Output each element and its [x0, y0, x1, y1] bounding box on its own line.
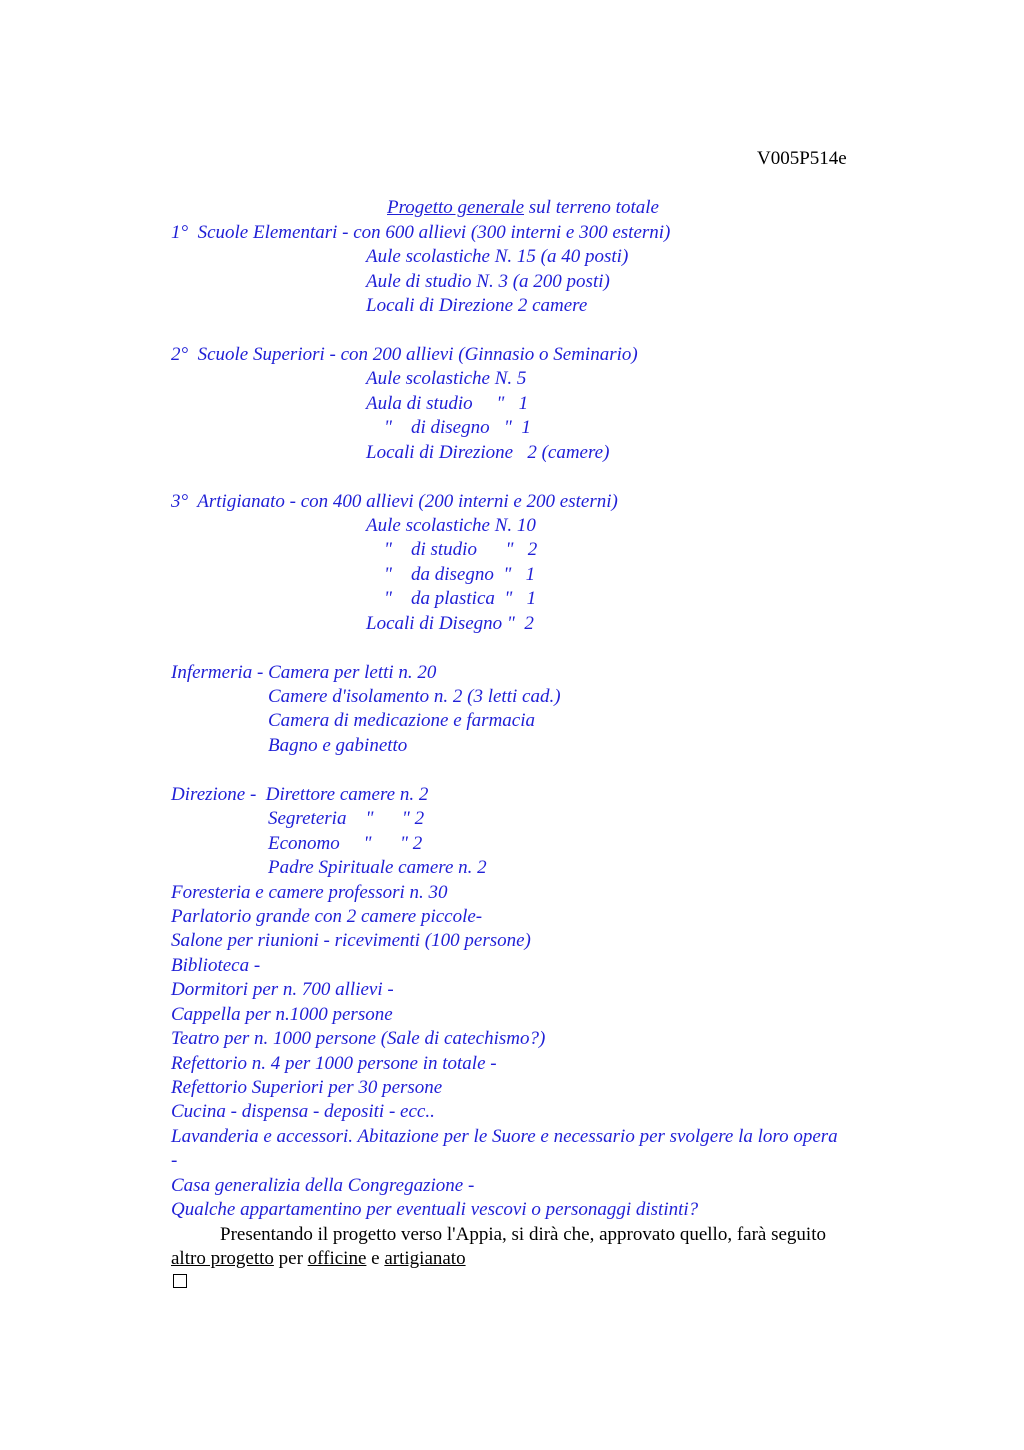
section-elementari: 1° Scuole Elementari - con 600 allievi (300 interni e 300 esterni)	[171, 222, 671, 243]
section-infermeria: Infermeria - Camera per letti n. 20	[171, 662, 437, 683]
list-item: Casa generalizia della Congregazione -	[171, 1175, 475, 1196]
list-item: Foresteria e camere professori n. 30	[171, 882, 448, 903]
section-superiori: 2° Scuole Superiori - con 200 allievi (Ginnasio o Seminario)	[171, 344, 638, 365]
list-item: -	[171, 1150, 178, 1171]
document-id: V005P514e	[757, 148, 847, 169]
list-item: Camera di medicazione e farmacia	[268, 710, 536, 731]
list-item: Aule scolastiche N. 10	[366, 515, 536, 536]
list-item: Locali di Direzione 2 camere	[366, 295, 588, 316]
underlined-word: officine	[307, 1248, 367, 1269]
list-item: Padre Spirituale camere n. 2	[268, 857, 487, 878]
list-item: Salone per riunioni - ricevimenti (100 persone)	[171, 930, 531, 951]
list-item: Aule di studio N. 3 (a 200 posti)	[366, 271, 610, 292]
list-item: Parlatorio grande con 2 camere piccole-	[171, 906, 483, 927]
list-item: Aule scolastiche N. 15 (a 40 posti)	[366, 246, 629, 267]
list-item: " di disegno " 1	[384, 417, 531, 438]
closing-paragraph-line1: Presentando il progetto verso l'Appia, si dirà che, approvato quello, farà seguito	[220, 1224, 826, 1245]
list-item: Refettorio Superiori per 30 persone	[171, 1077, 443, 1098]
list-item: Locali di Disegno " 2	[366, 613, 534, 634]
checkbox-square-icon	[173, 1274, 187, 1288]
list-item: Aule scolastiche N. 5	[366, 368, 527, 389]
list-item: " di studio " 2	[384, 539, 538, 560]
list-item: Dormitori per n. 700 allievi -	[171, 979, 394, 1000]
connector-text: e	[366, 1248, 385, 1269]
underlined-word: altro progetto	[171, 1248, 274, 1269]
list-item: Locali di Direzione 2 (camere)	[366, 442, 610, 463]
closing-paragraph-line2	[171, 1248, 466, 1270]
list-item: Teatro per n. 1000 persone (Sale di catechismo?)	[171, 1028, 546, 1049]
list-item: Economo " " 2	[268, 833, 423, 854]
list-item: Cappella per n.1000 persone	[171, 1004, 393, 1025]
list-item: Segreteria " " 2	[268, 808, 425, 829]
connector-text: per	[273, 1248, 308, 1269]
title-underlined: Progetto generale	[387, 197, 525, 218]
section-artigianato: 3° Artigianato - con 400 allievi (200 interni e 200 esterni)	[171, 491, 618, 512]
list-item: Qualche appartamentino per eventuali vescovi o personaggi distinti?	[171, 1199, 699, 1220]
list-item: Refettorio n. 4 per 1000 persone in totale -	[171, 1053, 497, 1074]
page-title	[387, 197, 659, 219]
list-item: Aula di studio " 1	[366, 393, 529, 414]
title-rest: sul terreno totale	[524, 197, 659, 218]
list-item: Lavanderia e accessori. Abitazione per le Suore e necessario per svolgere la loro opera	[171, 1126, 838, 1147]
list-item: " da disegno " 1	[384, 564, 536, 585]
list-item: " da plastica " 1	[384, 588, 537, 609]
list-item: Cucina - dispensa - depositi - ecc..	[171, 1101, 435, 1122]
underlined-word: artigianato	[384, 1248, 466, 1269]
list-item: Bagno e gabinetto	[268, 735, 408, 756]
list-item: Biblioteca -	[171, 955, 261, 976]
list-item: Camere d'isolamento n. 2 (3 letti cad.)	[268, 686, 561, 707]
section-direzione: Direzione - Direttore camere n. 2	[171, 784, 429, 805]
